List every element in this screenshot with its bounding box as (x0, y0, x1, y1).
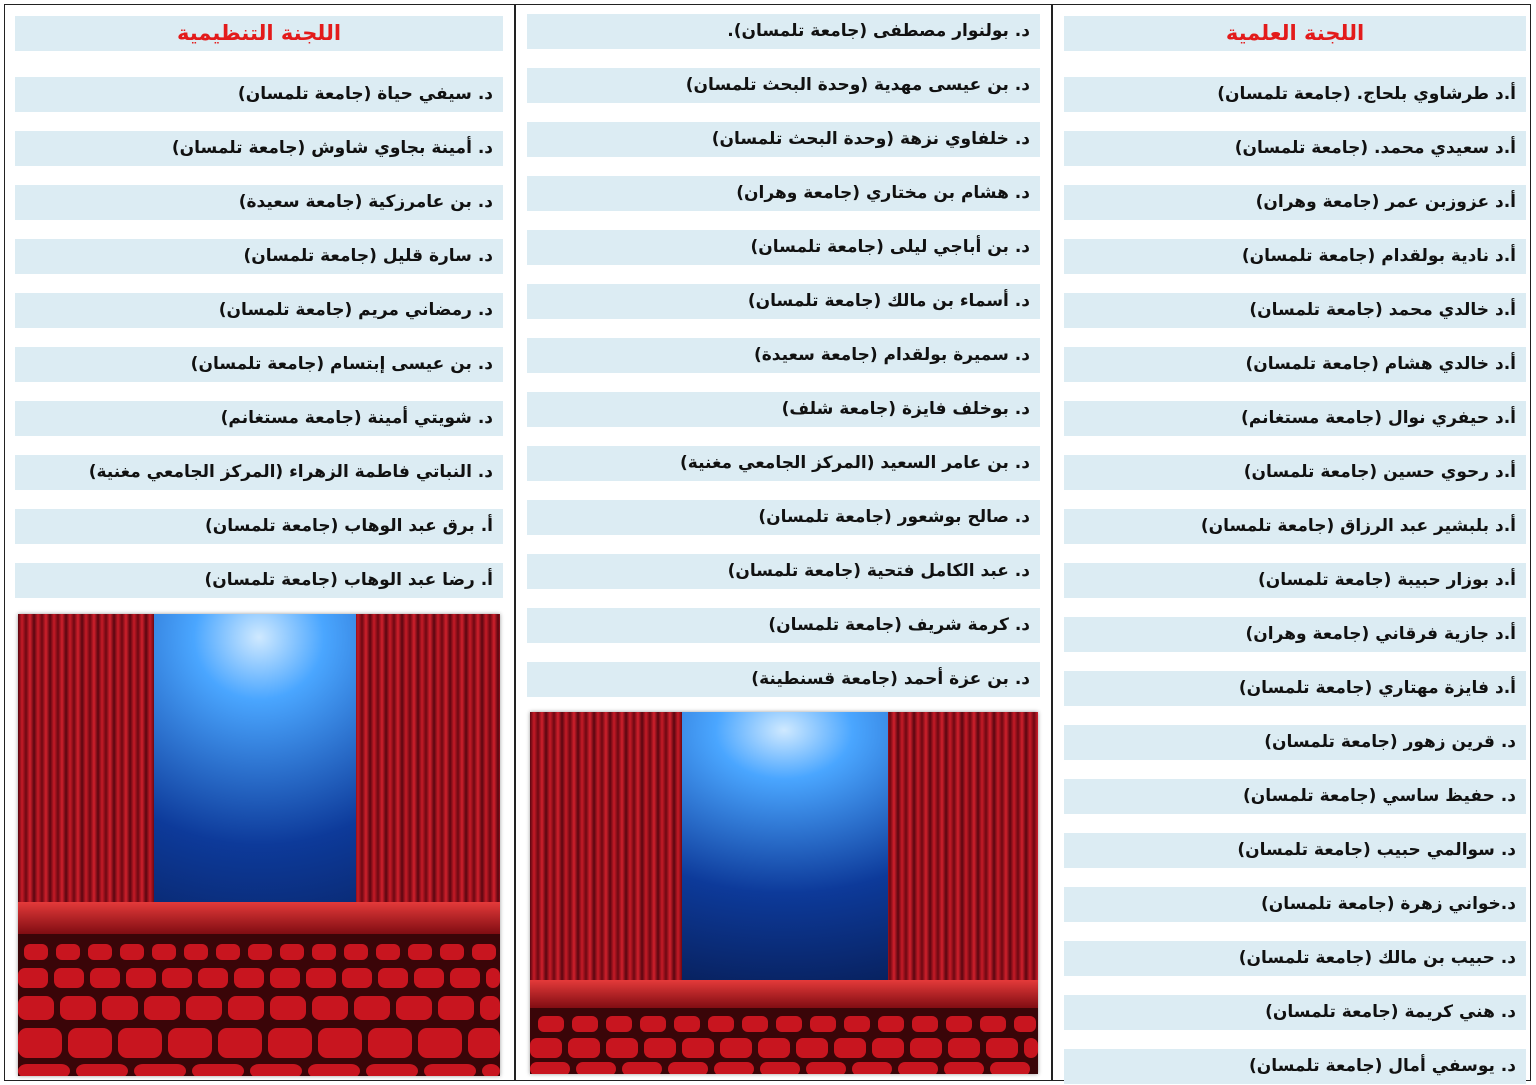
organizing-committee-title: اللجنة التنظيمية (15, 16, 503, 51)
committee-member: د. أسماء بن مالك (جامعة تلمسان) (527, 284, 1040, 319)
committee-member: د. حبيب بن مالك (جامعة تلمسان) (1064, 941, 1526, 976)
committee-member: د. سميرة بولقدام (جامعة سعيدة) (527, 338, 1040, 373)
committee-member: أ.د نادية بولقدام (جامعة تلمسان) (1064, 239, 1526, 274)
committee-member: أ.د خالدي هشام (جامعة تلمسان) (1064, 347, 1526, 382)
committee-member: د.خواني زهرة (جامعة تلمسان) (1064, 887, 1526, 922)
committee-member: د. بن عامر السعيد (المركز الجامعي مغنية) (527, 446, 1040, 481)
committee-member: أ.د سعيدي محمد. (جامعة تلمسان) (1064, 131, 1526, 166)
committee-member: د. هني كريمة (جامعة تلمسان) (1064, 995, 1526, 1030)
column-divider (1051, 4, 1053, 1081)
committee-member: د. بن أباجي ليلى (جامعة تلمسان) (527, 230, 1040, 265)
committee-member: د. بن عزة أحمد (جامعة قسنطينة) (527, 662, 1040, 697)
theater-stage-drawing (18, 614, 500, 1076)
committee-member: أ.د طرشاوي بلحاج. (جامعة تلمسان) (1064, 77, 1526, 112)
committee-member: أ.د فايزة مهتاري (جامعة تلمسان) (1064, 671, 1526, 706)
committee-member: د. يوسفي أمال (جامعة تلمسان) (1064, 1049, 1526, 1084)
committee-member: د. حفيظ ساسي (جامعة تلمسان) (1064, 779, 1526, 814)
committee-member: أ.د عزوزبن عمر (جامعة وهران) (1064, 185, 1526, 220)
committee-member: أ.د بلبشير عبد الرزاق (جامعة تلمسان) (1064, 509, 1526, 544)
committee-member: د. بن عيسى إبتسام (جامعة تلمسان) (15, 347, 503, 382)
committee-member: د. رمضاني مريم (جامعة تلمسان) (15, 293, 503, 328)
committee-member: د. عبد الكامل فتحية (جامعة تلمسان) (527, 554, 1040, 589)
column-divider (514, 4, 516, 1081)
committee-member: أ.د جازية فرقاني (جامعة وهران) (1064, 617, 1526, 652)
committee-member: د. بن عامرزكية (جامعة سعيدة) (15, 185, 503, 220)
committee-member: د. خلفاوي نزهة (وحدة البحث تلمسان) (527, 122, 1040, 157)
committee-member: د. أمينة بجاوي شاوش (جامعة تلمسان) (15, 131, 503, 166)
theater-stage-image (530, 712, 1038, 1074)
committee-member: د. سوالمي حبيب (جامعة تلمسان) (1064, 833, 1526, 868)
committee-member: د. سارة قليل (جامعة تلمسان) (15, 239, 503, 274)
committee-member: د. هشام بن مختاري (جامعة وهران) (527, 176, 1040, 211)
committee-member: أ.د رحوي حسين (جامعة تلمسان) (1064, 455, 1526, 490)
committee-member: د. سيفي حياة (جامعة تلمسان) (15, 77, 503, 112)
theater-stage-image (18, 614, 500, 1076)
committee-member: أ.د حيفري نوال (جامعة مستغانم) (1064, 401, 1526, 436)
committee-member: د. النباتي فاطمة الزهراء (المركز الجامعي مغنية) (15, 455, 503, 490)
committee-member: أ. برق عبد الوهاب (جامعة تلمسان) (15, 509, 503, 544)
committee-member: د. بوخلف فايزة (جامعة شلف) (527, 392, 1040, 427)
committee-member: أ.د بوزار حبيبة (جامعة تلمسان) (1064, 563, 1526, 598)
committee-member: د. بولنوار مصطفى (جامعة تلمسان). (527, 14, 1040, 49)
committee-member: أ.د خالدي محمد (جامعة تلمسان) (1064, 293, 1526, 328)
theater-stage-drawing (530, 712, 1038, 1074)
scientific-committee-title: اللجنة العلمية (1064, 16, 1526, 51)
committee-member: د. شويتي أمينة (جامعة مستغانم) (15, 401, 503, 436)
committee-member: أ. رضا عبد الوهاب (جامعة تلمسان) (15, 563, 503, 598)
committee-member: د. صالح بوشعور (جامعة تلمسان) (527, 500, 1040, 535)
committee-member: د. بن عيسى مهدية (وحدة البحث تلمسان) (527, 68, 1040, 103)
committee-member: د. قرين زهور (جامعة تلمسان) (1064, 725, 1526, 760)
committee-member: د. كرمة شريف (جامعة تلمسان) (527, 608, 1040, 643)
